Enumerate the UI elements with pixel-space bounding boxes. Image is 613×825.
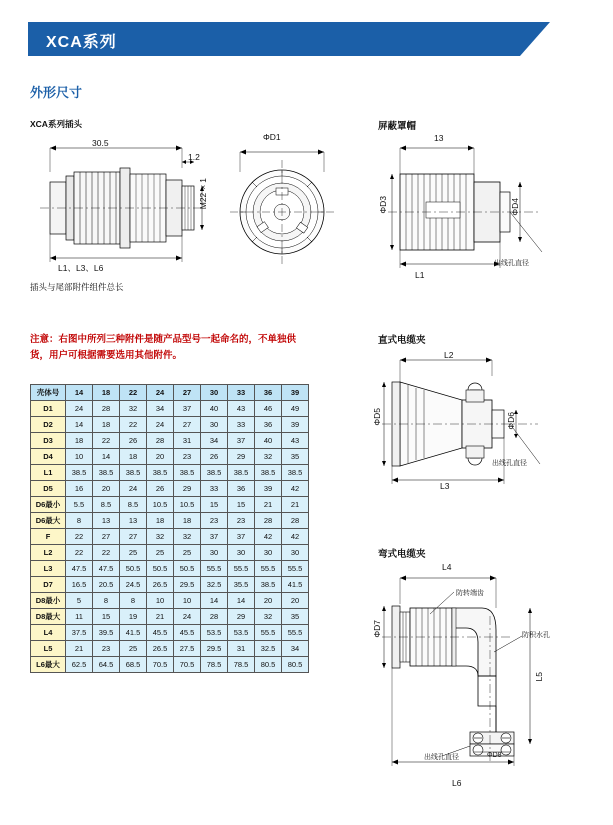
table-cell: 10	[66, 449, 93, 465]
table-row-label: L6最大	[31, 657, 66, 673]
table-cell: 18	[120, 449, 147, 465]
table-cell: 22	[66, 545, 93, 561]
table-header-cell: 27	[174, 385, 201, 401]
table-cell: 78.5	[201, 657, 228, 673]
table-cell: 42	[282, 529, 309, 545]
table-cell: 24	[174, 609, 201, 625]
straight-dim-l3: L3	[440, 481, 450, 491]
table-row-label: L5	[31, 641, 66, 657]
straight-clamp-title: 直式电缆夹	[378, 335, 426, 346]
table-cell: 29	[228, 449, 255, 465]
table-cell: 53.5	[228, 625, 255, 641]
table-cell: 55.5	[201, 561, 228, 577]
table-row	[31, 417, 309, 433]
straight-hole-label: 出线孔直径	[492, 460, 527, 467]
table-cell: 30	[201, 545, 228, 561]
table-cell: 36	[228, 481, 255, 497]
angled-water-hole-label: 防积水孔	[522, 632, 550, 639]
plug-footnote: 插头与尾部附件组件总长	[30, 282, 124, 292]
table-cell: 10.5	[174, 497, 201, 513]
table-row	[31, 529, 309, 545]
table-cell: 80.5	[282, 657, 309, 673]
table-cell: 43	[282, 433, 309, 449]
table-cell: 55.5	[255, 625, 282, 641]
table-cell: 26	[201, 449, 228, 465]
table-cell: 27	[120, 529, 147, 545]
table-cell: 10.5	[147, 497, 174, 513]
table-cell: 8	[66, 513, 93, 529]
table-cell: 37	[201, 529, 228, 545]
table-cell: 24	[66, 401, 93, 417]
table-cell: 21	[147, 609, 174, 625]
table-cell: 32	[255, 449, 282, 465]
table-cell: 20.5	[93, 577, 120, 593]
table-row	[31, 561, 309, 577]
section-title: 外形尺寸	[30, 85, 83, 100]
table-row	[31, 401, 309, 417]
table-row-label: D6最小	[31, 497, 66, 513]
angled-dim-d7: ΦD7	[372, 620, 382, 638]
shield-dim-d4: ΦD4	[510, 198, 520, 216]
table-cell: 39	[255, 481, 282, 497]
table-header-cell: 39	[282, 385, 309, 401]
table-cell: 34	[201, 433, 228, 449]
table-header-cell: 36	[255, 385, 282, 401]
table-cell: 50.5	[174, 561, 201, 577]
angled-dim-d8: ΦD8	[487, 752, 502, 759]
table-header-cell: 30	[201, 385, 228, 401]
table-cell: 10	[174, 593, 201, 609]
table-row	[31, 497, 309, 513]
table-cell: 38.5	[255, 465, 282, 481]
angled-dim-l5: L5	[534, 672, 544, 682]
table-cell: 40	[255, 433, 282, 449]
table-cell: 35	[282, 449, 309, 465]
table-cell: 14	[228, 593, 255, 609]
table-cell: 45.5	[147, 625, 174, 641]
table-cell: 70.5	[147, 657, 174, 673]
table-cell: 28	[282, 513, 309, 529]
table-cell: 34	[147, 401, 174, 417]
table-cell: 26.5	[147, 641, 174, 657]
table-cell: 55.5	[228, 561, 255, 577]
table-header-cell: 22	[120, 385, 147, 401]
angled-dim-l4: L4	[442, 562, 452, 572]
table-cell: 28	[147, 433, 174, 449]
table-cell: 20	[93, 481, 120, 497]
table-cell: 27.5	[174, 641, 201, 657]
table-row	[31, 593, 309, 609]
table-cell: 33	[228, 417, 255, 433]
table-cell: 18	[93, 417, 120, 433]
table-cell: 25	[120, 545, 147, 561]
table-cell: 23	[174, 449, 201, 465]
table-cell: 35	[282, 609, 309, 625]
table-cell: 5.5	[66, 497, 93, 513]
straight-dim-l2: L2	[444, 350, 454, 360]
table-cell: 38.5	[282, 465, 309, 481]
table-cell: 21	[66, 641, 93, 657]
table-row-label: D4	[31, 449, 66, 465]
table-row-label: D6最大	[31, 513, 66, 529]
straight-dim-d6: ΦD6	[506, 412, 516, 430]
table-cell: 20	[147, 449, 174, 465]
plug-dim-lengths: L1、L3、L6	[58, 263, 104, 273]
table-cell: 38.5	[201, 465, 228, 481]
table-row	[31, 449, 309, 465]
table-cell: 25	[147, 545, 174, 561]
table-header-cell: 33	[228, 385, 255, 401]
dimension-table	[30, 384, 309, 673]
table-cell: 20	[282, 593, 309, 609]
table-cell: 53.5	[201, 625, 228, 641]
table-row-label: D2	[31, 417, 66, 433]
table-cell: 64.5	[93, 657, 120, 673]
table-cell: 34	[282, 641, 309, 657]
table-cell: 41.5	[120, 625, 147, 641]
table-cell: 19	[120, 609, 147, 625]
plug-dim-thread: M22×1	[198, 178, 208, 210]
table-row	[31, 513, 309, 529]
note-text: 注意：右图中所列三种附件是随产品型号一起命名的，不单独供货，用户可根据需要选用其他附件。	[30, 334, 297, 361]
table-cell: 26	[147, 481, 174, 497]
table-row	[31, 481, 309, 497]
table-cell: 24	[147, 417, 174, 433]
table-cell: 43	[228, 401, 255, 417]
table-cell: 36	[255, 417, 282, 433]
table-cell: 5	[66, 593, 93, 609]
shield-dim-13: 13	[434, 133, 444, 143]
table-cell: 16.5	[66, 577, 93, 593]
table-row-label: D1	[31, 401, 66, 417]
table-cell: 37	[228, 433, 255, 449]
table-row-label: F	[31, 529, 66, 545]
table-cell: 38.5	[147, 465, 174, 481]
shield-drawing	[370, 130, 585, 280]
table-cell: 70.5	[174, 657, 201, 673]
table-cell: 30	[201, 417, 228, 433]
angled-dim-l6: L6	[452, 778, 462, 788]
table-cell: 50.5	[120, 561, 147, 577]
table-cell: 38.5	[255, 577, 282, 593]
table-cell: 32.5	[201, 577, 228, 593]
table-cell: 38.5	[93, 465, 120, 481]
table-cell: 29	[174, 481, 201, 497]
table-cell: 25	[120, 641, 147, 657]
table-cell: 18	[66, 433, 93, 449]
table-cell: 8	[93, 593, 120, 609]
table-cell: 37	[174, 401, 201, 417]
table-cell: 26.5	[147, 577, 174, 593]
table-cell: 28	[255, 513, 282, 529]
front-view-d1: ΦD1	[263, 132, 281, 142]
table-cell: 38.5	[228, 465, 255, 481]
table-header-cell: 14	[66, 385, 93, 401]
table-cell: 38.5	[174, 465, 201, 481]
table-cell: 22	[93, 545, 120, 561]
table-cell: 20	[255, 593, 282, 609]
angled-anti-rotation-label: 防转端齿	[456, 590, 484, 597]
table-row-label: D7	[31, 577, 66, 593]
table-cell: 8	[120, 593, 147, 609]
plug-dim-top: 30.5	[92, 138, 109, 148]
table-cell: 14	[201, 593, 228, 609]
table-cell: 30	[282, 545, 309, 561]
table-cell: 38.5	[66, 465, 93, 481]
table-cell: 8.5	[93, 497, 120, 513]
table-cell: 32	[120, 401, 147, 417]
table-body	[31, 401, 309, 673]
shield-dim-l1: L1	[415, 270, 425, 280]
table-cell: 55.5	[282, 561, 309, 577]
table-cell: 8.5	[120, 497, 147, 513]
table-cell: 49	[282, 401, 309, 417]
table-row	[31, 545, 309, 561]
table-cell: 41.5	[282, 577, 309, 593]
table-cell: 68.5	[120, 657, 147, 673]
table-cell: 55.5	[282, 625, 309, 641]
table-cell: 38.5	[120, 465, 147, 481]
table-cell: 21	[255, 497, 282, 513]
table-cell: 24.5	[120, 577, 147, 593]
table-row	[31, 641, 309, 657]
table-cell: 33	[201, 481, 228, 497]
table-cell: 23	[228, 513, 255, 529]
table-header-cell: 18	[93, 385, 120, 401]
straight-clamp-drawing	[370, 342, 585, 492]
table-header-row	[31, 385, 309, 401]
table-cell: 62.5	[66, 657, 93, 673]
table-row	[31, 433, 309, 449]
table-cell: 26	[120, 433, 147, 449]
table-cell: 29.5	[174, 577, 201, 593]
table-row-label: L4	[31, 625, 66, 641]
table-cell: 37.5	[66, 625, 93, 641]
table-cell: 45.5	[174, 625, 201, 641]
angled-hole-label: 出线孔直径	[424, 754, 459, 761]
table-cell: 50.5	[147, 561, 174, 577]
table-row-label: L2	[31, 545, 66, 561]
straight-dim-d5: ΦD5	[372, 408, 382, 426]
table-cell: 21	[282, 497, 309, 513]
table-cell: 31	[228, 641, 255, 657]
table-cell: 11	[66, 609, 93, 625]
table-row	[31, 609, 309, 625]
table-cell: 10	[147, 593, 174, 609]
table-cell: 16	[66, 481, 93, 497]
plug-front-view	[222, 140, 342, 270]
table-header-shell: 壳体号	[31, 385, 66, 401]
table-row	[31, 625, 309, 641]
table-cell: 32	[147, 529, 174, 545]
table-cell: 29.5	[201, 641, 228, 657]
table-cell: 14	[66, 417, 93, 433]
table-cell: 42	[282, 481, 309, 497]
shield-hole-label: 出线孔直径	[494, 260, 529, 267]
table-cell: 30	[255, 545, 282, 561]
table-cell: 40	[201, 401, 228, 417]
table-cell: 46	[255, 401, 282, 417]
table-cell: 25	[174, 545, 201, 561]
table-cell: 18	[147, 513, 174, 529]
table-cell: 27	[174, 417, 201, 433]
table-cell: 80.5	[255, 657, 282, 673]
table-cell: 14	[93, 449, 120, 465]
banner-arrow	[520, 22, 550, 56]
table-row-label: D5	[31, 481, 66, 497]
table-cell: 23	[93, 641, 120, 657]
plug-caption: XCA系列插头	[30, 119, 82, 129]
page-title: XCA系列	[46, 34, 117, 51]
table-row	[31, 577, 309, 593]
table-row	[31, 657, 309, 673]
table-row-label: L3	[31, 561, 66, 577]
table-cell: 15	[201, 497, 228, 513]
table-cell: 29	[228, 609, 255, 625]
table-cell: 27	[93, 529, 120, 545]
table-row-label: L1	[31, 465, 66, 481]
table-row-label: D8最大	[31, 609, 66, 625]
table-cell: 55.5	[255, 561, 282, 577]
table-cell: 30	[228, 545, 255, 561]
table-row-label: D3	[31, 433, 66, 449]
table-cell: 35.5	[228, 577, 255, 593]
table-cell: 15	[93, 609, 120, 625]
table-cell: 13	[93, 513, 120, 529]
table-cell: 13	[120, 513, 147, 529]
table-cell: 32.5	[255, 641, 282, 657]
table-cell: 47.5	[66, 561, 93, 577]
table-row	[31, 465, 309, 481]
page-banner	[28, 22, 584, 56]
table-header-cell: 24	[147, 385, 174, 401]
plug-dim-small: 1.2	[188, 152, 200, 162]
shield-title: 屏蔽罩帽	[378, 121, 417, 132]
table-cell: 18	[174, 513, 201, 529]
table-cell: 39	[282, 417, 309, 433]
table-cell: 39.5	[93, 625, 120, 641]
table-cell: 28	[93, 401, 120, 417]
table-cell: 22	[93, 433, 120, 449]
shield-dim-d3: ΦD3	[378, 196, 388, 214]
table-cell: 31	[174, 433, 201, 449]
table-cell: 37	[228, 529, 255, 545]
table-row-label: D8最小	[31, 593, 66, 609]
table-cell: 28	[201, 609, 228, 625]
table-cell: 78.5	[228, 657, 255, 673]
table-cell: 23	[201, 513, 228, 529]
table-cell: 22	[120, 417, 147, 433]
angled-clamp-title: 弯式电缆夹	[378, 549, 426, 560]
table-cell: 15	[228, 497, 255, 513]
table-cell: 22	[66, 529, 93, 545]
table-cell: 24	[120, 481, 147, 497]
table-cell: 32	[255, 609, 282, 625]
table-cell: 47.5	[93, 561, 120, 577]
table-cell: 32	[174, 529, 201, 545]
table-cell: 42	[255, 529, 282, 545]
